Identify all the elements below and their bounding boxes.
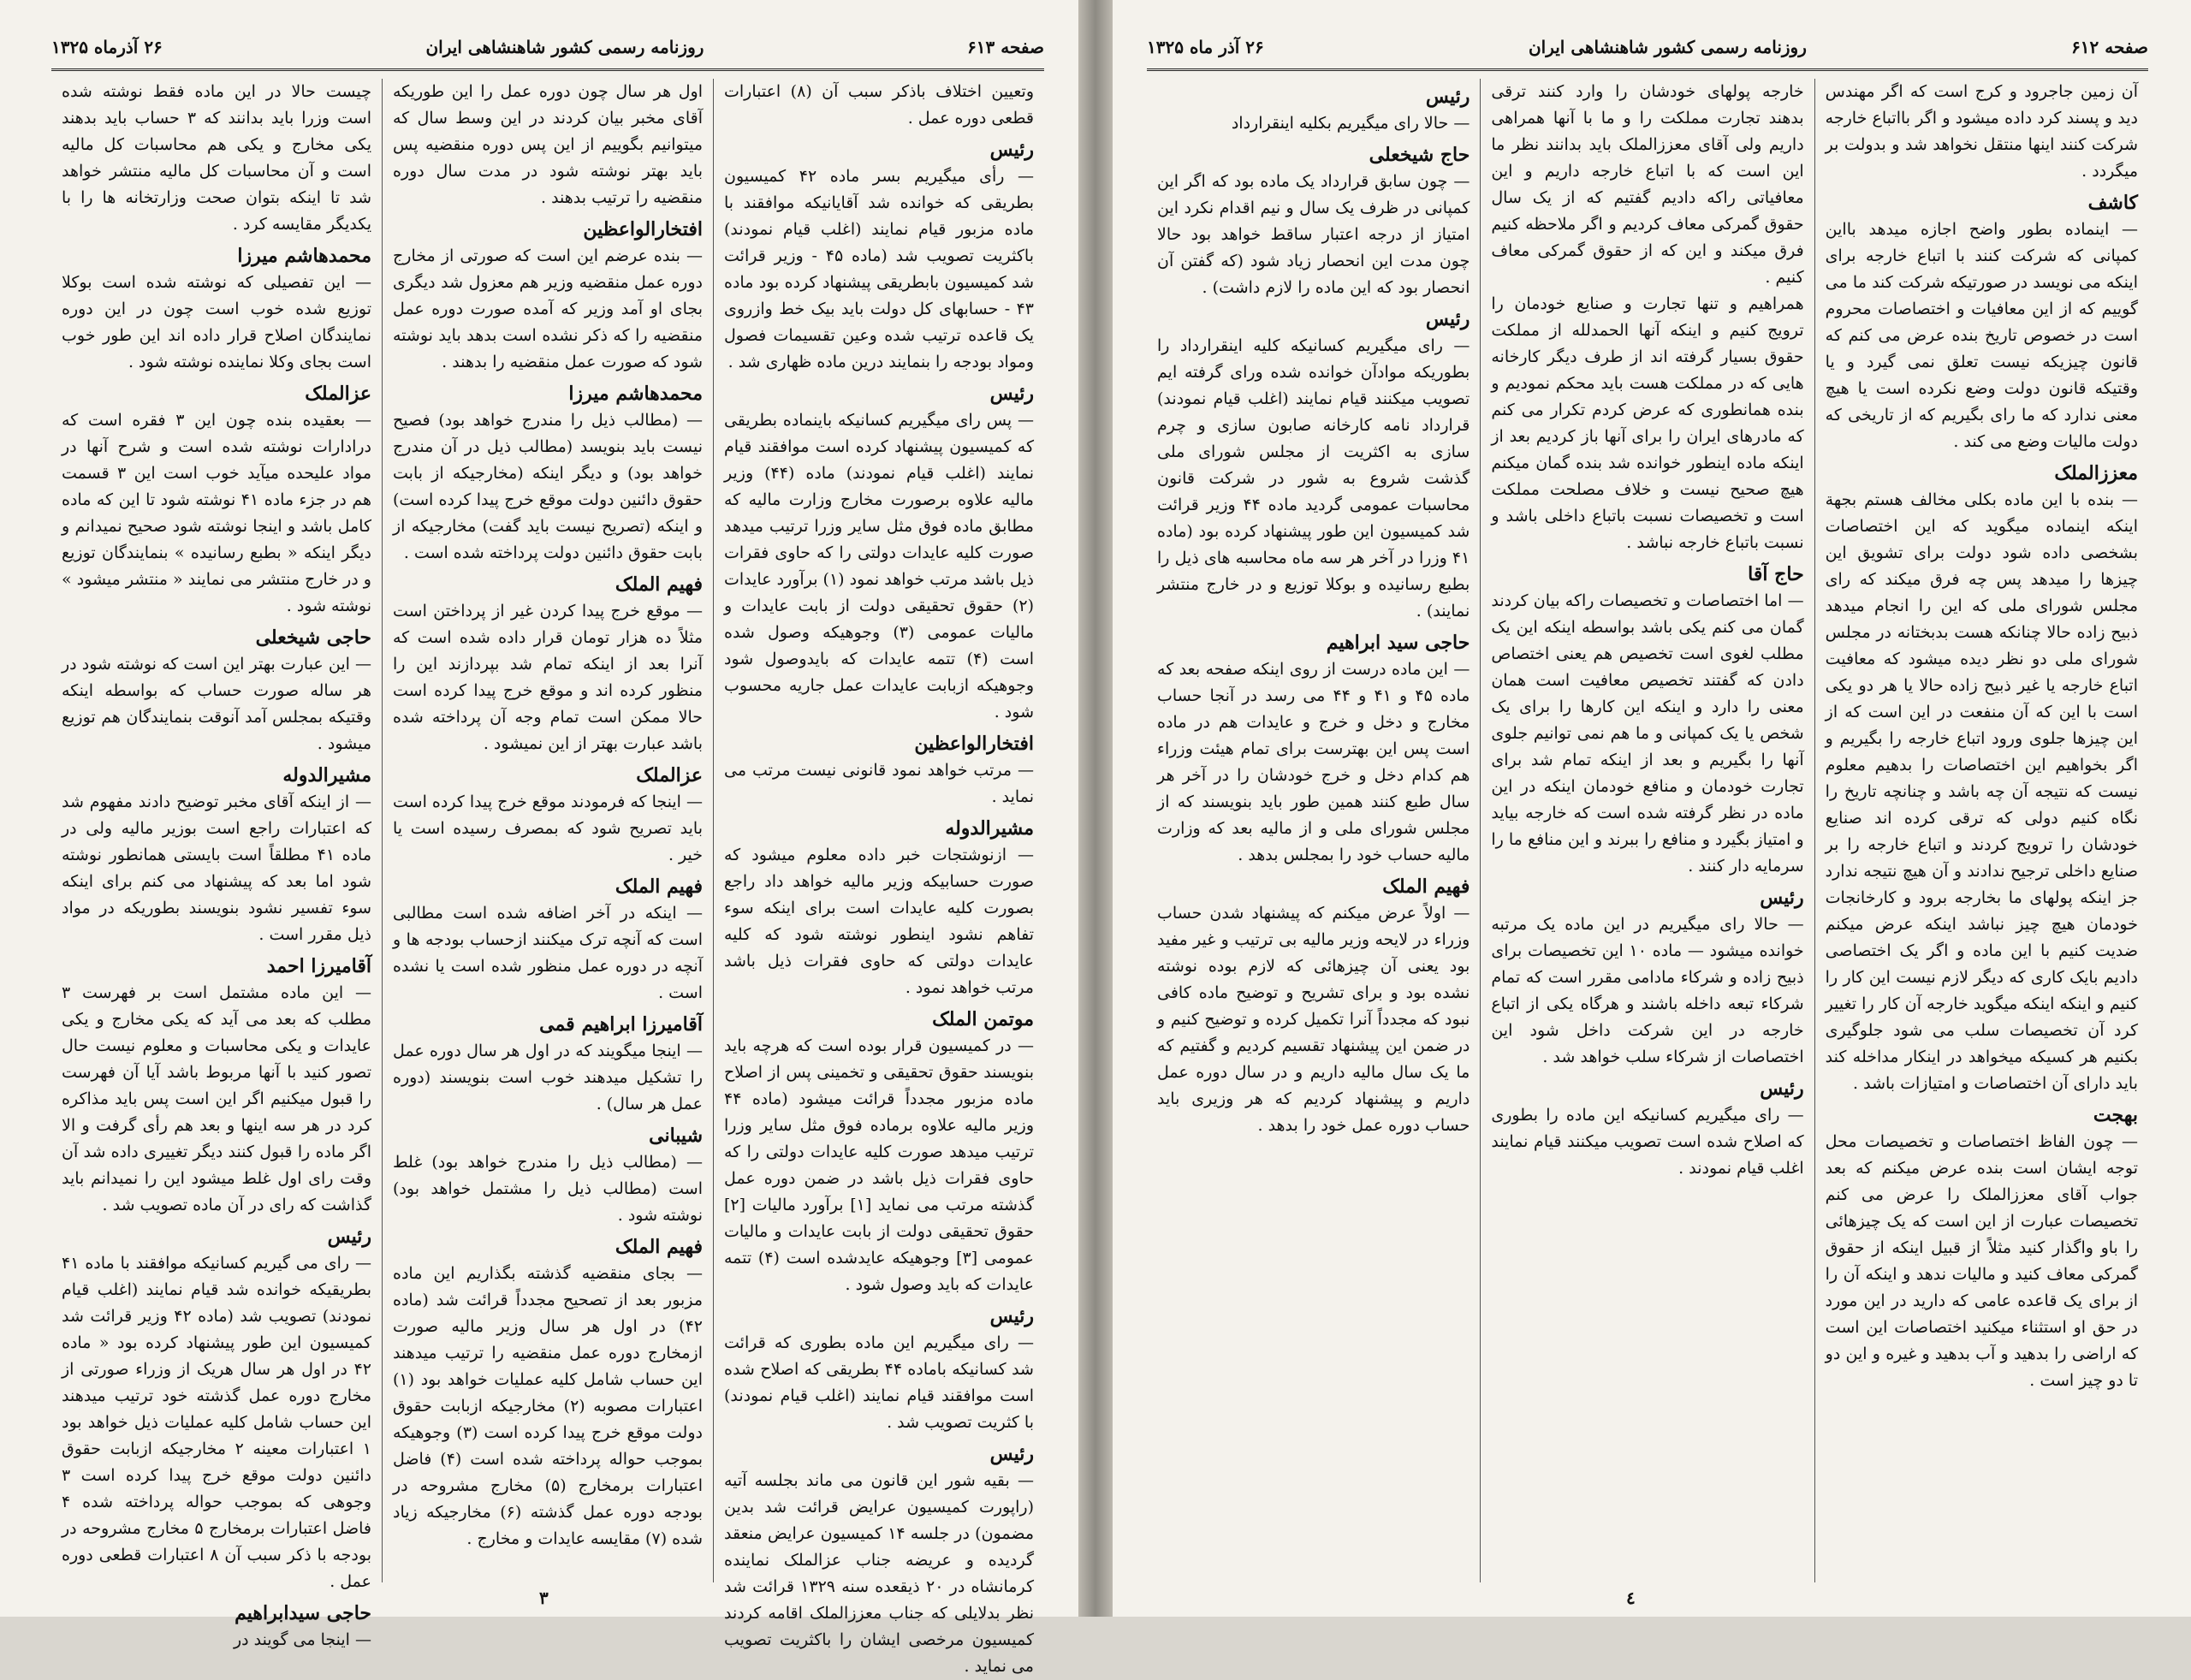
speaker-name: محمدهاشم میرزا [237,245,371,267]
speaker-name: رئیس [1760,887,1804,909]
page-right-columns [1147,79,2148,1582]
paragraph: — از اینکه آقای مخبر توضیح دادند مفهوم شد که اعتبارات راجع است بوزیر مالیه ولی در ماده ۴۱ مطلقاً است بایستی همانطور نوشته شود اما بعد که پیشنهاد می کنم برای اینکه سوء تفسیر نشود بنویسند بطوریکه در مواد ذیل مقرر است . [62,793,371,944]
speaker-name: کاشف [2087,192,2138,214]
speaker-name: رئیس [1425,86,1470,108]
paragraph: — اولاً عرض میکنم که پیشنهاد شدن حساب وزراء در لایحه وزیر مالیه بی ترتیب و غیر مفید بود یعنی آن چیزهائی که لازم بوده نوشته نشده بود و برای تشریح و توضیح ماده کافی نبود که مجدداً آنرا تکمیل کرده و توضیح کنیم و در ضمن این پیشنهاد تقسیم کردیم و گفتیم که ما یک سال مالیه داریم و در سال دوره عمل داریم و پیشنهاد کردیم که هر وزیری باید حساب دوره عمل خود را بدهد . [1157,904,1470,1135]
speaker-name: آقامیرزا ابراهیم قمی [539,1013,703,1036]
paragraph: — بقیه شور این قانون می ماند بجلسه آتیه (راپورت کمیسیون عرایض قرائت شد بدین مضمون) در جلسه ۱۴ کمیسیون عرایض منعقد گردیده و عریضه جناب عزالملک نماینده کرمانشاه در ۲۰ ذیقعده سنه ۱۳۲۹ قرائت شد نظر بدلایلی که جناب معززالملک اقامه کردند کمیسیون مرخصی ایشان را باکثریت تصویب می نماید . [724,1471,1034,1676]
article-column [1147,79,1480,1582]
paragraph: — رأی میگیریم بسر ماده ۴۲ کمیسیون بطریقی که خوانده شد آقایانیکه موافقند با ماده مزبور قیام نمایند (اغلب قیام نمودند) باکثریت تصویب شد (ماده ۴۵ - وزیر قرائت شد کمیسیون بابطریقی پیشنهاد کرده بود ماده ۴۳ - حسابهای کل دولت باید بیک خط وازروی یک قاعده ترتیب شده وعین تقسیمات فصول ومواد بودجه را بنمایند درین ماده ظهاری شد . [724,167,1034,371]
paragraph: — (مطالب ذیل را مندرج خواهد بود) غلط است (مطالب ذیل را مشتمل خواهد بود) نوشته شود . [393,1153,703,1225]
speaker-name: افتخارالواعظین [583,218,703,240]
page-number: ٤ [1626,1588,1636,1608]
page-left-masthead [51,26,1044,71]
speaker-name: عزالملک [636,764,703,787]
paragraph: وتعیین اختلاف باذکر سبب آن (۸) اعتبارات قطعی دوره عمل . [724,82,1034,128]
paragraph: — رای میگیریم کسانیکه این ماده را بطوری که اصلاح شده است تصویب میکنند قیام نمایند اغلب قیام نمودند . [1491,1106,1804,1178]
speaker-name: رئیس [989,139,1034,161]
speaker-name: فهیم الملک [615,573,703,596]
speaker-name: حاجی سیدابراهیم [235,1602,371,1624]
paragraph: — این تفصیلی که نوشته شده است بوکلا توزیع شده خوب است چون در این دوره نمایندگان اصلاح قرار داده اند این طور خوب است بجای وکلا نماینده نوشته شود . [62,273,371,371]
paragraph: خارجه پولهای خودشان را وارد کنند ترقی بدهند تجارت مملکت را و ما با آنها همراهی داریم ولی آقای معززالملک باید بدانند نظر ما این است که با اتباع خارجه داریم و این معافیاتی راکه دادیم گفتیم که از یک سال حقوق گمرکی معاف کردیم و اگر ملاحظه کنیم فرق میکند و این که از حقوق گمرکی معاف کنیم . [1491,82,1804,287]
speaker-name: فهیم الملک [615,876,703,898]
page-label: صفحه ۶۱۳ [967,37,1044,57]
paragraph: — موقع خرج پیدا کردن غیر از پرداختن است مثلاً ده هزار تومان قرار داده شده است که آنرا بعد از اینکه تمام شد بپردازند این را منظور کرده اند و موقع خرج پیدا کرده است حالا ممکن است تمام وجه آن پرداخته شده باشد عبارت بهتر از این نمیشود . [393,602,703,753]
speaker-name: حاجی سید ابراهیم [1326,632,1470,654]
speaker-name: فهیم الملک [615,1236,703,1258]
speaker-name: عزالملک [305,383,371,405]
speaker-name: مشیرالدوله [282,764,371,787]
paragraph: — بجای منقضیه گذشته بگذاریم این ماده مزبور بعد از تصحیح مجدداً قرائت شد (ماده ۴۲) در اول هر سال وزیر مالیه صورت ازمخارج دوره عمل منقضیه را ترتیب میدهند این حساب شامل کلیه عملیات خواهد بود (۱) اعتبارات مصوبه (۲) مخارجیکه ازبابت حقوق دولت موقع خرج پیدا کرده است (۳) وجوهیکه بموجب حواله پرداخته شده است (۴) فاضل اعتبارات برمخارج (۵) مخارج مشروحه در بودجه دوره عمل گذشته (۶) مخارجیکه زیاد شده (۷) مقایسه عایدات و مخارج . [393,1264,703,1548]
paragraph: — در کمیسیون قرار بوده است که هرچه باید بنویسند حقوق تحقیقی و تخمینی پس از اصلاح ماده مزبور مجدداً قرائت میشود (ماده ۴۴ وزیر مالیه علاوه برماده فوق مثل سایر وزرا ترتیب میدهد صورت کلیه عایدات دولتی را که حاوی فقرات ذیل باشد در ضمن دوره عمل گذشته مرتب می نماید [۱] برآورد مالیات [۲] حقوق تحقیقی دولت از بابت عایدات و مالیات عمومی [۳] وجوهیکه عایدشده است (۴) تتمه عایدات که باید وصول شود . [724,1036,1034,1294]
paragraph: — اینجا که فرمودند موقع خرج پیدا کرده است باید تصریح شود که بمصرف رسیده است یا خیر . [393,793,703,864]
speaker-name: حاج آقا [1748,563,1804,585]
article-column [1814,79,2148,1582]
paragraph: — اما اختصاصات و تخصیصات راکه بیان کردند گمان می کنم یکی باشد بواسطه اینکه این یک مطلب لغوی است تخصیص هم یعنی اختصاص دادن که گفتند تخصیص معافیت است همان معنی را دارد و اینکه این کارها را برای یک شخص یا یک کمپانی و ما هم نمی توانیم جلوی آنها را بگیریم و بعد از اینکه تمام شد برای تجارت خودمان و منافع خودمان اینکه در این ماده در نظر گرفته شده است که خارجه بیاید و امتیاز بگیرد و منافع را ببرند و این منافع ما را سرمایه دار کنند . [1491,591,1804,876]
article-column [1480,79,1814,1582]
paragraph: — رای میگیریم این ماده بطوری که قرائت شد کسانیکه باماده ۴۴ بطریقی که اصلاح شده است موافقند قیام نمایند (اغلب قیام نمودند) با کثریت تصویب شد . [724,1333,1034,1432]
article-column [51,79,382,1649]
speaker-name: رئیس [1760,1077,1804,1100]
paragraph: — پس رای میگیریم کسانیکه باینماده بطریقی که کمیسیون پیشنهاد کرده است موافقند قیام نمایند (اغلب قیام نمودند) ماده (۴۴) وزیر مالیه علاوه برصورت مخارج وزارت مالیه که مطابق ماده فوق مثل سایر وزرا ترتیب میدهد صورت کلیه عایدات دولتی را که حاوی فقرات ذیل باشد مرتب خواهد نمود (۱) برآورد عایدات (۲) حقوق تحقیقی دولت از بابت عایدات و مالیات عمومی (۳) وجوهیکه وصول شده است (۴) تتمه عایدات که بایدوصول شود وجوهیکه ازبابت عایدات عمل جاریه محسوب شود . [724,411,1035,721]
paragraph: — رای می گیریم کسانیکه موافقند با ماده ۴۱ بطریقیکه خوانده شد قیام نمایند (اغلب قیام نمودند) تصویب شد (ماده ۴۲ وزیر قرائت شد کمیسیون این طور پیشنهاد کرده بود « ماده ۴۲ در اول هر سال هریک از وزراء صورتی از مخارج دوره عمل گذشته خود ترتیب میدهند این حساب شامل کلیه عملیات ذیل خواهد بود ۱ اعتبارات معینه ۲ مخارجیکه ازبابت حقوق دائنین دولت موقع خرج پیدا کرده است ۳ وجوهی که بموجب حواله پرداخته شده ۴ فاضل اعتبارات برمخارج ۵ مخارج مشروحه در بودجه با ذکر سبب آن ۸ اعتبارات قطعی دوره عمل . [62,1254,371,1591]
paragraph: — حالا رای میگیریم در این ماده یک مرتبه خوانده میشود — ماده ۱۰ این تخصیصات برای ذبیح زاده و شرکاء مادامی مقرر است که تمام شرکاء تبعه داخله باشند و هرگاه یکی از اتباع خارجه در این شرکت داخل شود این اختصاصات از شرکاء سلب خواهد شد . [1491,915,1804,1066]
paragraph: — (مطالب ذیل را مندرج خواهد بود) فصیح نیست باید بنویسد (مطالب ذیل در آن مندرج خواهد بود) و دیگر اینکه (مخارجیکه از بابت حقوق دائنین دولت موقع خرج پیدا کرده است) و اینکه (تصریح نیست باید گفت) مخارجیکه از بابت حقوق دائنین دولت پرداخته شده است . [393,411,703,562]
paragraph: — چون الفاظ اختصاصات و تخصیصات محل توجه ایشان است بنده عرض میکنم که بعد جواب آقای معززالملک را عرض می کنم تخصیصات عبارت از این است که یک چیزهائی را باو واگذار کنید مثلاً از قبیل اینکه از حقوق گمرکی معاف کنید و مالیات ندهد و اینکه آن را از برای یک قاعده عامی که دارید در این مورد در حق او استثناء میکنید اختصاصات این است که اراضی را بدهید و آب بدهید و غیره و این دو تا دو چیز است . [1825,1132,2138,1390]
issue-date: ۲۶ آذرماه ۱۳۲۵ [51,37,163,57]
paragraph: اول هر سال چون دوره عمل را این طوریکه آقای مخبر بیان کردند در این وسط سال که میتوانیم بگوییم از این پس دوره منقضیه پس باید بهتر نوشته شود در مدت سال دوره منقضیه را ترتیب بدهند . [393,82,703,207]
speaker-name: محمدهاشم میرزا [568,383,703,405]
speaker-name: رئیس [989,383,1034,405]
article-column [382,79,713,1582]
issue-date: ۲۶ آذر ماه ۱۳۲۵ [1147,37,1264,57]
paragraph: — حالا رای میگیریم بکلیه اینقرارداد [1231,114,1470,133]
paragraph: — این ماده درست از روی اینکه صفحه بعد که ماده ۴۵ و ۴۱ و ۴۴ می رسد در آنجا حساب مخارج و دخل و خرج و عایدات هم در ماده است پس این بهترست برای تمام هیئت وزراء هم کدام دخل و خرج خودشان را در آخر هر سال طبع کنند همین طور باید بنویسند که از مجلس شورای ملی و از مالیه بعد که وزارت مالیه حساب خود را بمجلس بدهد . [1157,660,1470,864]
page-label: صفحه ۶۱۲ [2071,37,2148,57]
speaker-name: رئیس [1425,308,1470,330]
newspaper-title: روزنامه رسمی کشور شاهنشاهی ایران [1528,37,1807,57]
speaker-name: رئیس [989,1443,1034,1465]
speaker-name: فهیم الملک [1382,876,1470,898]
speaker-name: افتخارالواعظین [914,733,1034,755]
speaker-name: حاجی شیخعلی [255,626,371,649]
paragraph: — این ماده مشتمل است بر فهرست ۳ مطلب که بعد می آید که یکی مخارج و یکی عایدات و یکی محاسبات و معلوم نیست حال تصور کنید با آنها مربوط باشد آیا آن فهرست را قبول میکنیم اگر این است پس باید مذاکره کرد در هر سه اینها و بعد هم رأی گرفت و الا اگر ماده را قبول کنند دیگر تغییری داده شد آن وقت رای اول غلط میشود این را نمیدانم باید گذاشت که رای در آن ماده تصویب شد . [62,983,371,1214]
paragraph: همراهیم و تنها تجارت و صنایع خودمان را ترویج کنیم و اینکه آنها الحمدلله از مملکت حقوق بسیار گرفته اند از طرف دیگر کارخانه هایی که در مملکت هست باید محکم نمودیم و بنده همانطوری که عرض کردم تکرار می کنم که مادرهای ایران را برای آنها باز کردیم بعد از اینکه ماده اینطور خوانده شد بنده گمان میکنم هیچ صحیح نیست و خلاف مصلحت مملکت است و تخصیصات نسبت باتباع داخلی باشد و نسبت باتباع خارجه نباشد . [1491,294,1804,552]
paragraph: — اینجا می گویند در [233,1630,371,1649]
book-gutter [1078,0,1113,1617]
paragraph: — بعقیده بنده چون این ۳ فقره است که درادارات نوشته شده است و شرح آنها در مواد علیحده میآید خوب است این ۳ قسمت هم در جزء ماده ۴۱ نوشته شود تا این که ماده کامل باشد و اینجا نوشته شود صحیح نمیدانم و دیگر اینکه « بطبع رسانیده » بنمایندگان توزیع و در خارج منتشر می نمایند « منتشر میشود » نوشته شود . [62,411,371,615]
paragraph: — اینجا میگویند که در اول هر سال دوره عمل را تشکیل میدهند خوب است بنویسند (دوره عمل هر سال) . [393,1042,703,1113]
paragraph: — چون سابق قرارداد یک ماده بود که اگر این کمپانی در ظرف یک سال و نیم اقدام نکرد این امتیاز از درجه اعتبار ساقط خواهد بود حالا چون مدت این انحصار زیاد شود (که گفتن آن انحصار بود که این ماده را لازم داشت) . [1157,172,1470,297]
page-number: ٣ [539,1588,549,1608]
speaker-name: معززالملک [2054,462,2138,484]
speaker-name: آقامیرزا احمد [266,955,371,977]
page-right-masthead [1147,26,2148,71]
paragraph: — این عبارت بهتر این است که نوشته شود در هر ساله صورت حساب که بواسطه اینکه وقتیکه بمجلس آمد آنوقت بنمایندگان هم توزیع میشود . [62,655,371,753]
paragraph: آن زمین جاجرود و کرج است که اگر مهندس دید و پسند کرد داده میشود و اگر بااتباع خارجه شرکت کنند اینها منتقل نخواهد شد و بدولت بر میگردد . [1825,82,2138,181]
paragraph: — رای میگیریم کسانیکه کلیه اینقرارداد را بطوریکه موادآن خوانده شده ورای گرفته ایم تصویب میکنند قیام نمایند (اغلب قیام نمودند) قرارداد نامه کارخانه صابون سازی و چرم سازی به اکثریت از مجلس شورای ملی گذشت شروع به شور در شرکت قانون محاسبات عمومی گردید ماده ۴۴ وزیر قرائت شد کمیسیون این طور پیشنهاد کرده بود (ماده ۴۱ وزرا در آخر هر سه ماه محاسبه های ذیل را بطبع رسانیده و بوکلا توزیع و در خارج منتشر نمایند) . [1157,336,1470,620]
speaker-name: مشیرالدوله [945,817,1034,840]
paragraph: — اینماده بطور واضح اجازه میدهد بااین کمپانی که شرکت کنند با اتباع خارجه برای اینکه می نویسد در صورتیکه شرکت کند ما می گوییم که از این معافیات و اختصاصات محروم است در خصوص تاریخ بنده عرض می کنم که قانون چیزیکه نیست تعلق نمی گیرد و یا وقتیکه قانون دولت وضع نکرده است یا هیچ معنی ندارد که ما رای بگیریم که از تاریخی که دولت مالیات وضع می کند . [1825,220,2138,451]
paragraph: چیست حالا در این ماده فقط نوشته شده است وزرا باید بدانند که ۳ حساب باید بدهند یکی مخارج و یکی هم محاسبات کل مالیه است و آن محاسبات کل مالیه منتشر خواهد شد تا اینکه بتوان صحت وزارتخانه ها را با یکدیگر مقایسه کرد . [62,82,371,234]
speaker-name: حاج شیخعلی [1369,144,1470,166]
paragraph: — بنده با این ماده بکلی مخالف هستم بجهة اینکه اینماده میگوید که این اختصاصات بشخصی داده شود دولت برای تشویق این چیزها را میدهد پس چه فرق میکند که رای مجلس شورای ملی که این را انجام میدهد ذبیح زاده حالا چنانکه هست بدبختانه در مجلس شورای ملی دو نظر دیده میشود که معافیت اتباع خارجه یا غیر ذبیح زاده حالا یا هر دو یکی است با این که آن منفعت در این است که از این چیزها جلوی ورود اتباع خارجه را بگیریم و اگر بخواهیم این اختصاصات را بدهیم معلوم نیست که نتیجه آن چه باشد و چنانچه تاریخ را نگاه کنیم دولی که ترقی کرده اند صنایع خودشان را ترویج کردند و اتباع خارجه را بر صنایع داخلی ترجیح ندادند و آن هیچ نتیجه ندارد جز اینکه پولهای ما بخارجه برود و کارخانجات خودمان هیچ چیز نباشد اینکه عرض میکنم ضدیت کنیم با این ماده و اگر یک اختصاصی دادیم بایک کاری که دیگر لازم نیست این کار را کنیم و اینکه اینکه میگوید خارجه آن کار را تغییر کرد آن تخصیصات سلب می شود جلوگیری بکنیم هر کسیکه میخواهد در اینکار مداخله کند باید دارای آن اختصاصات و امتیازات باشد . [1825,490,2138,1093]
paragraph: — بنده عرضم این است که صورتی از مخارج دوره عمل منقضیه وزیر هم معزول شد دیگری بجای او آمد وزیر که آمده صورت دوره عمل منقضیه را که ذکر نشده است بدهد باید نوشته شود که صورت عمل منقضیه را بدهند . [393,246,703,371]
speaker-name: رئیس [327,1226,371,1248]
page-right [1113,0,2191,1617]
page-left-columns [51,79,1044,1676]
paragraph: — اینکه در آخر اضافه شده است مطالبی است که آنچه ترک میکنند ازحساب بودجه ها و آنچه در دوره عمل منظور شده است یا نشده است . [393,904,703,1002]
newspaper-title: روزنامه رسمی کشور شاهنشاهی ایران [425,37,704,57]
speaker-name: شیبانی [649,1125,703,1147]
paragraph: — مرتب خواهد نمود قانونی نیست مرتب می نماید . [724,761,1034,806]
speaker-name: بهجت [2093,1104,2138,1126]
speaker-name: موتمن الملک [932,1008,1034,1030]
page-left [0,0,1078,1676]
speaker-name: رئیس [989,1305,1034,1327]
article-column [713,79,1044,1676]
paragraph: — ازنوشتجات خبر داده معلوم میشود که صورت حسابیکه وزیر مالیه خواهد داد راجع بصورت کلیه عایدات است برای اینکه سوء تفاهم نشود اینطور نوشته شود که کلیه عایدات دولتی که حاوی فقرات ذیل باشد مرتب خواهد نمود . [724,846,1034,997]
